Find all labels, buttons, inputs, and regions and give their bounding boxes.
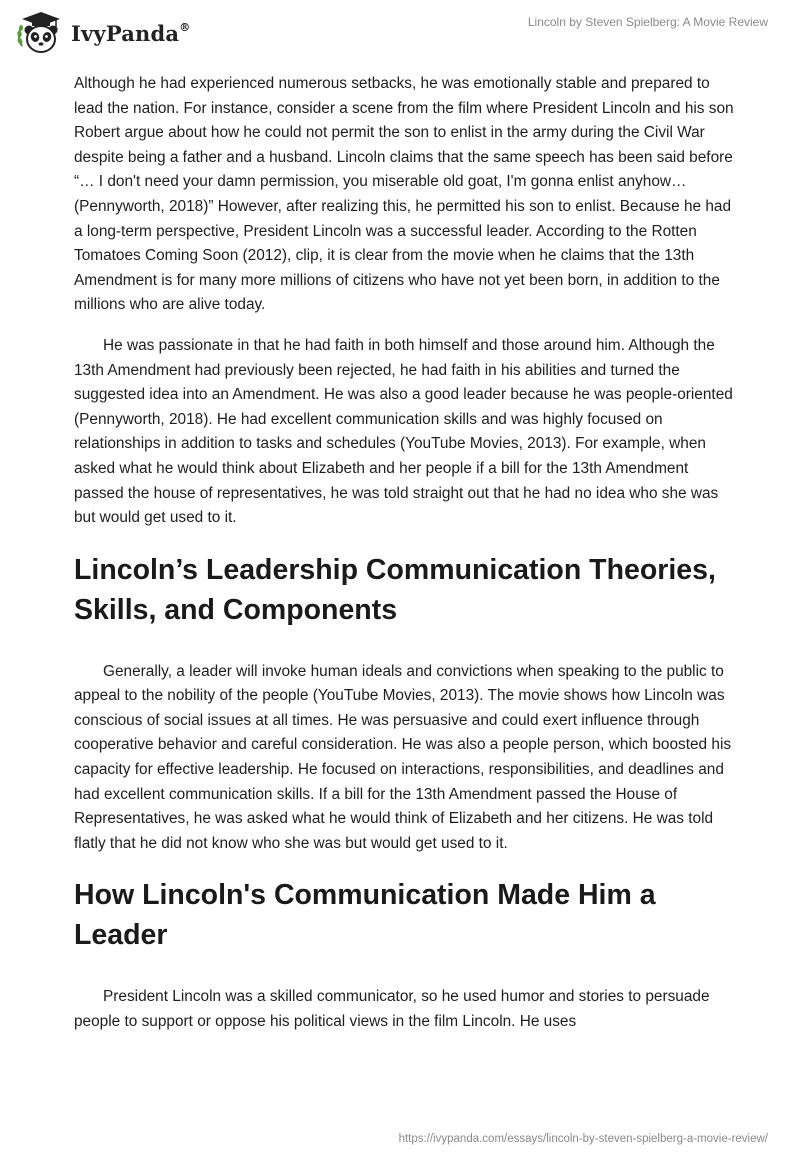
paragraph-2: He was passionate in that he had faith in both himself and those around him. Although the 13th Amendment had previously been rejected, he had faith in his abilities and turned the suggested idea into an Amendment. He was also a good leader because he was people-oriented (Pennyworth, 2018). He had excellent communication skills and was highly focused on relationships in addition to tasks and schedules (YouTube Movies, 2013). For example, when asked what he would think about Elizabeth and her people if a bill for the 13th Amendment passed the house of representatives, he was told straight out that he had no idea who she was but would get used to it.	[74, 336, 733, 527]
logo-wordmark: IvyPanda®	[71, 20, 191, 46]
paragraph-4: President Lincoln was a skilled communicator, so he used humor and stories to persuade people to support or oppose his political views in the film Lincoln. He uses	[74, 988, 710, 1031]
registered-mark: ®	[179, 20, 191, 34]
panda-graduate-icon	[16, 10, 66, 56]
source-url[interactable]: https://ivypanda.com/essays/lincoln-by-steven-spielberg-a-movie-review/	[398, 1133, 768, 1145]
ivypanda-logo[interactable]	[16, 10, 190, 56]
document-title: Lincoln by Steven Spielberg: A Movie Review	[527, 15, 768, 29]
section-heading-leadership: Lincoln’s Leadership Communication Theories, Skills, and Components	[74, 553, 716, 626]
page-header	[0, 0, 800, 70]
section-heading-communication: How Lincoln's Communication Made Him a Leader	[74, 879, 656, 952]
paragraph-1: Although he had experienced numerous setbacks, he was emotionally stable and prepared to lead the nation. For instance, consider a scene from the film where President Lincoln and his son Robert argue about how he could not permit the son to enlist in the army during the Civil War despite being a father and a husband. Lincoln claims that the same speech has been said before “… I don't need your damn permission, you miserable old goat, I'm gonna enlist anyhow… (Pennyworth, 2018)” However, after realizing this, he permitted his son to enlist. Because he had a long-term perspective, President Lincoln was a successful leader. According to the Rotten Tomatoes Coming Soon (2012), clip, it is clear from the movie when he claims that the 13th Amendment is for many more millions of citizens who have not yet been born, in addition to the millions who are alive today.	[74, 75, 734, 314]
essay-content	[74, 72, 734, 1035]
paragraph-3: Generally, a leader will invoke human ideals and convictions when speaking to the public to appeal to the nobility of the people (YouTube Movies, 2013). The movie shows how Lincoln was conscious of social issues at all times. He was persuasive and could exert influence through cooperative behavior and careful consideration. He was also a people person, which boosted his capacity for effective leadership. He focused on interactions, responsibilities, and deadlines and had excellent communication skills. If a bill for the 13th Amendment passed the House of Representatives, he was asked what he would think of Elizabeth and her citizens. He was told flatly that he did not know who she was but would get used to it.	[74, 662, 732, 852]
